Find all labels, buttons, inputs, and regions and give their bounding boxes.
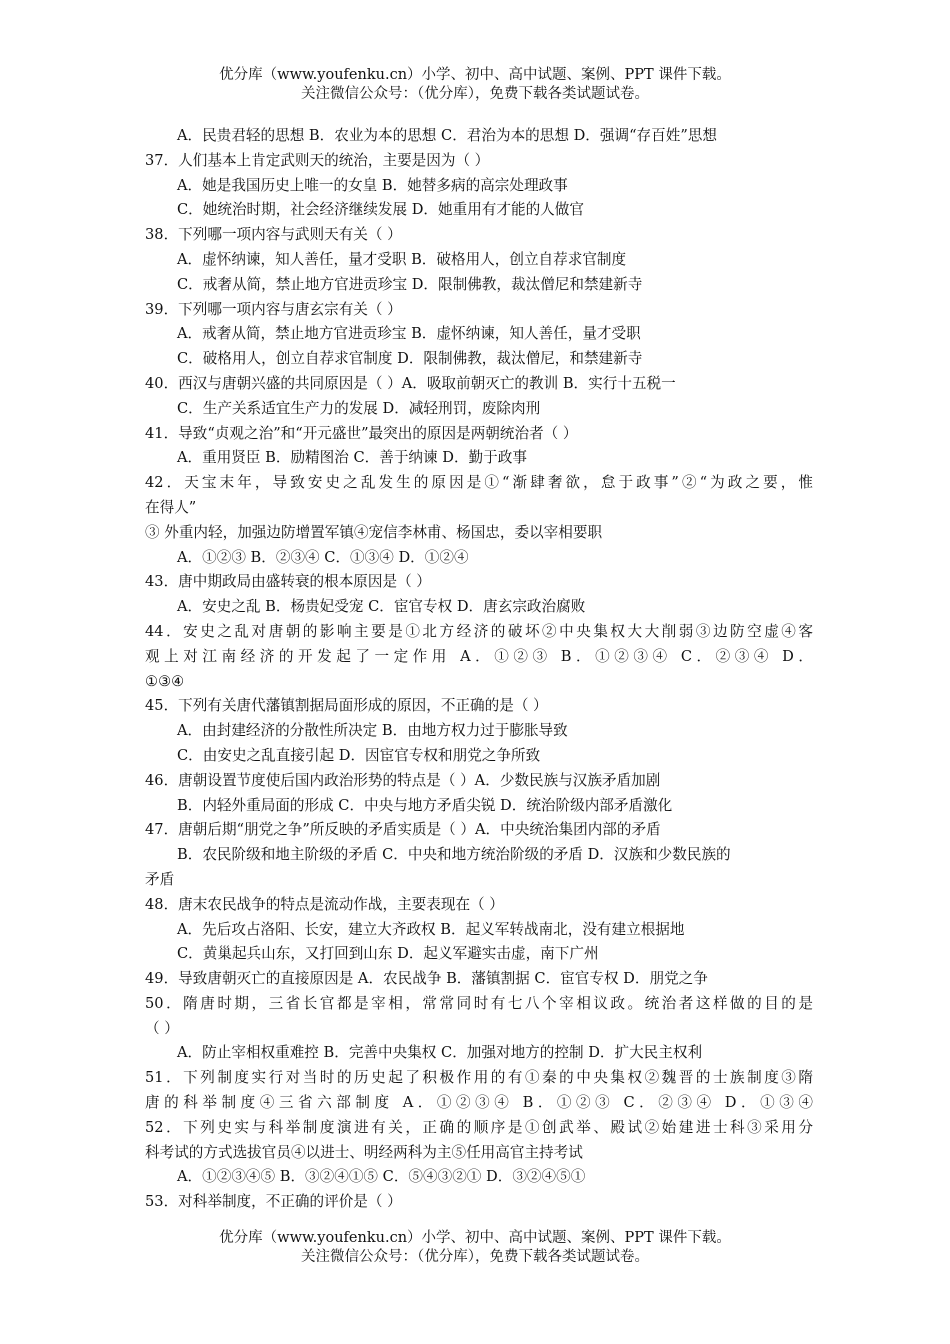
text-line: C．生产关系适宜生产力的发展 D．减轻刑罚，废除肉刑 [177, 399, 541, 417]
header-line-1: 优分库（www.youfenku.cn）小学、初中、高中试题、案例、PPT 课件下载。 [219, 67, 731, 83]
text-line: A．由封建经济的分散性所决定 B．由地方权力过于膨胀导致 [177, 722, 568, 740]
text-line: A．①②③④⑤ B．③②④①⑤ C．⑤④③②① D．③②④⑤① [177, 1168, 586, 1186]
text-line: C．破格用人，创立自荐求官制度 D．限制佛教，裁汰僧尼，和禁建新寺 [177, 350, 643, 368]
text-line: C．戒奢从简，禁止地方官进贡珍宝 D．限制佛教，裁汰僧尼和禁建新寺 [177, 275, 643, 293]
text-line: 37．人们基本上肯定武则天的统治，主要是因为（ ） [145, 151, 490, 169]
text-line: B．内轻外重局面的形成 C．中央与地方矛盾尖锐 D．统治阶级内部矛盾激化 [177, 796, 673, 814]
text-line: ①③④ [145, 672, 185, 690]
footer-line-1: 优分库（www.youfenku.cn）小学、初中、高中试题、案例、PPT 课件下载。 [219, 1230, 731, 1246]
text-line: C．黄巢起兵山东，又打回到山东 D．起义军避实击虚，南下广州 [177, 945, 599, 963]
text-line: 50．隋唐时期，三省长官都是宰相，常常同时有七八个宰相议政。统治者这样做的目的是 [145, 994, 813, 1012]
text-line: 43．唐中期政局由盛转衰的根本原因是（ ） [145, 573, 431, 591]
text-line: 42．天宝末年，导致安史之乱发生的原因是①“渐肆奢欲，怠于政事”②“为政之要，惟 [145, 474, 813, 492]
text-line: 45．下列有关唐代藩镇割据局面形成的原因，不正确的是（ ） [145, 697, 548, 715]
text-line: （ ） [145, 1019, 179, 1037]
text-line: 49．导致唐朝灭亡的直接原因是 A．农民战争 B．藩镇割据 C．宦官专权 D．朋党之争 [145, 970, 708, 988]
text-line: 唐的科举制度④三省六部制度 A．①②③④ B．①②③ C．②③④ D．①③④ [145, 1094, 813, 1112]
text-line: 矛盾 [145, 870, 175, 888]
text-line: ③ 外重内轻，加强边防增置军镇④宠信李林甫、杨国忠，委以宰相要职 [145, 523, 603, 541]
text-line: 44．安史之乱对唐朝的影响主要是①北方经济的破坏②中央集权大大削弱③边防空虚④客 [145, 622, 813, 640]
text-line: B．农民阶级和地主阶级的矛盾 C．中央和地方统治阶级的矛盾 D．汉族和少数民族的 [177, 846, 731, 864]
text-line: 40．西汉与唐朝兴盛的共同原因是（ ）A．吸取前朝灭亡的教训 B．实行十五税一 [145, 374, 676, 392]
text-line: 在得人” [145, 498, 197, 516]
page-footer [0, 1229, 950, 1267]
text-line: 39．下列哪一项内容与唐玄宗有关（ ） [145, 300, 402, 318]
text-line: C．由安史之乱直接引起 D．因宦官专权和朋党之争所致 [177, 746, 541, 764]
text-line: A．①②③ B．②③④ C．①③④ D．①②④ [177, 548, 469, 566]
text-line: A．戒奢从简，禁止地方官进贡珍宝 B．虚怀纳谏，知人善任，量才受职 [177, 325, 641, 343]
text-line: A．防止宰相权重难控 B．完善中央集权 C．加强对地方的控制 D．扩大民主权利 [177, 1044, 703, 1062]
text-line: A．民贵君轻的思想 B．农业为本的思想 C．君治为本的思想 D．强调“存百姓”思想 [177, 127, 717, 144]
text-line: A．先后攻占洛阳、长安，建立大齐政权 B．起义军转战南北，没有建立根据地 [177, 920, 685, 938]
text-line: 38．下列哪一项内容与武则天有关（ ） [145, 226, 402, 244]
text-line: C．她统治时期，社会经济继续发展 D．她重用有才能的人做官 [177, 201, 584, 219]
text-line: 41．导致“贞观之治”和“开元盛世”最突出的原因是两朝统治者（ ） [145, 424, 578, 442]
text-line: 科考试的方式选拔官员④以进士、明经两科为主⑤任用高官主持考试 [145, 1143, 583, 1161]
page-header [0, 66, 950, 104]
text-line: 53．对科举制度，不正确的评价是（ ） [145, 1193, 402, 1211]
text-line: 47．唐朝后期“朋党之争”所反映的矛盾实质是（ ）A．中央统治集团内部的矛盾 [145, 821, 661, 839]
text-line: 观上对江南经济的开发起了一定作用 A．①②③ B．①②③④ C．②③④ D． [145, 647, 813, 665]
text-line: A．她是我国历史上唯一的女皇 B．她替多病的高宗处理政事 [177, 176, 568, 194]
text-line: A．重用贤臣 B．励精图治 C．善于纳谏 D．勤于政事 [177, 449, 527, 467]
footer-line-2: 关注微信公众号：（优分库），免费下载各类试题试卷。 [301, 1249, 649, 1265]
text-line: 48．唐末农民战争的特点是流动作战，主要表现在（ ） [145, 895, 504, 913]
text-line: 51．下列制度实行对当时的历史起了积极作用的有①秦的中央集权②魏晋的士族制度③隋 [145, 1069, 813, 1087]
text-line: A．虚怀纳谏，知人善任，量才受职 B．破格用人，创立自荐求官制度 [177, 250, 627, 268]
question-body [145, 124, 813, 1215]
text-line: A．安史之乱 B．杨贵妃受宠 C．宦官专权 D．唐玄宗政治腐败 [177, 598, 586, 616]
text-line: 52．下列史实与科举制度演进有关，正确的顺序是①创武举、殿试②始建进士科③采用分 [145, 1118, 813, 1136]
header-line-2: 关注微信公众号：（优分库），免费下载各类试题试卷。 [301, 86, 649, 102]
text-line: 46．唐朝设置节度使后国内政治形势的特点是（ ）A．少数民族与汉族矛盾加剧 [145, 771, 661, 789]
